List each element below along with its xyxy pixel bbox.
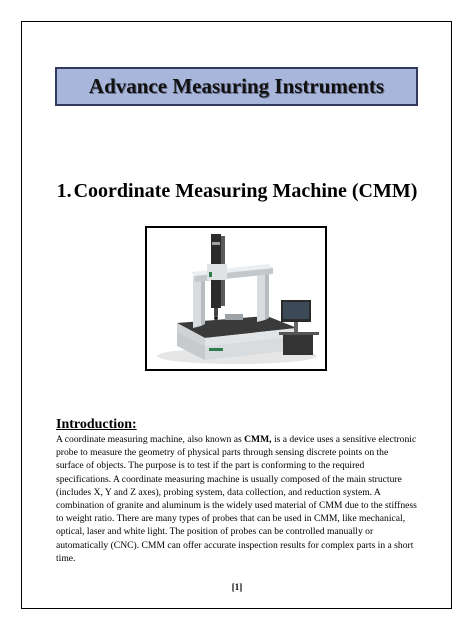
cmm-machine-illustration: [147, 228, 325, 369]
cmm-machine-photo: [145, 226, 327, 371]
section-number: 1.: [56, 180, 72, 202]
introduction-paragraph: [56, 433, 418, 565]
section-heading: [0, 180, 474, 203]
page-number: [1]: [231, 582, 243, 592]
introduction-text-rest: is a device uses a sensitive electronic probe to measure the geometry of physical parts through sensing discrete points on the surface of objects. The purpose is to test if the part is conforming to the required specifications. A coordinate measuring machine is usually composed of the main structure (includes X, Y and Z axes), probing system, data collection, and reduction system. A combination of granite and aluminum is the widely used material of CMM due to the stiffness to weight ratio. There are many types of probes that can be used in CMM, like mechanical, optical, laser and white light. The position of probes can be controlled manually or automatically (CNC). CMM can offer accurate inspection results for complex parts in a short time.: [56, 434, 417, 564]
introduction-bold-term: CMM,: [244, 434, 272, 445]
section-title: Coordinate Measuring Machine (CMM): [73, 180, 418, 202]
introduction-heading: Introduction:: [56, 417, 137, 432]
introduction-text-start: A coordinate measuring machine, also known as: [56, 434, 245, 445]
document-title: Advance Measuring Instruments: [88, 74, 385, 98]
document-title-banner: [55, 67, 418, 106]
